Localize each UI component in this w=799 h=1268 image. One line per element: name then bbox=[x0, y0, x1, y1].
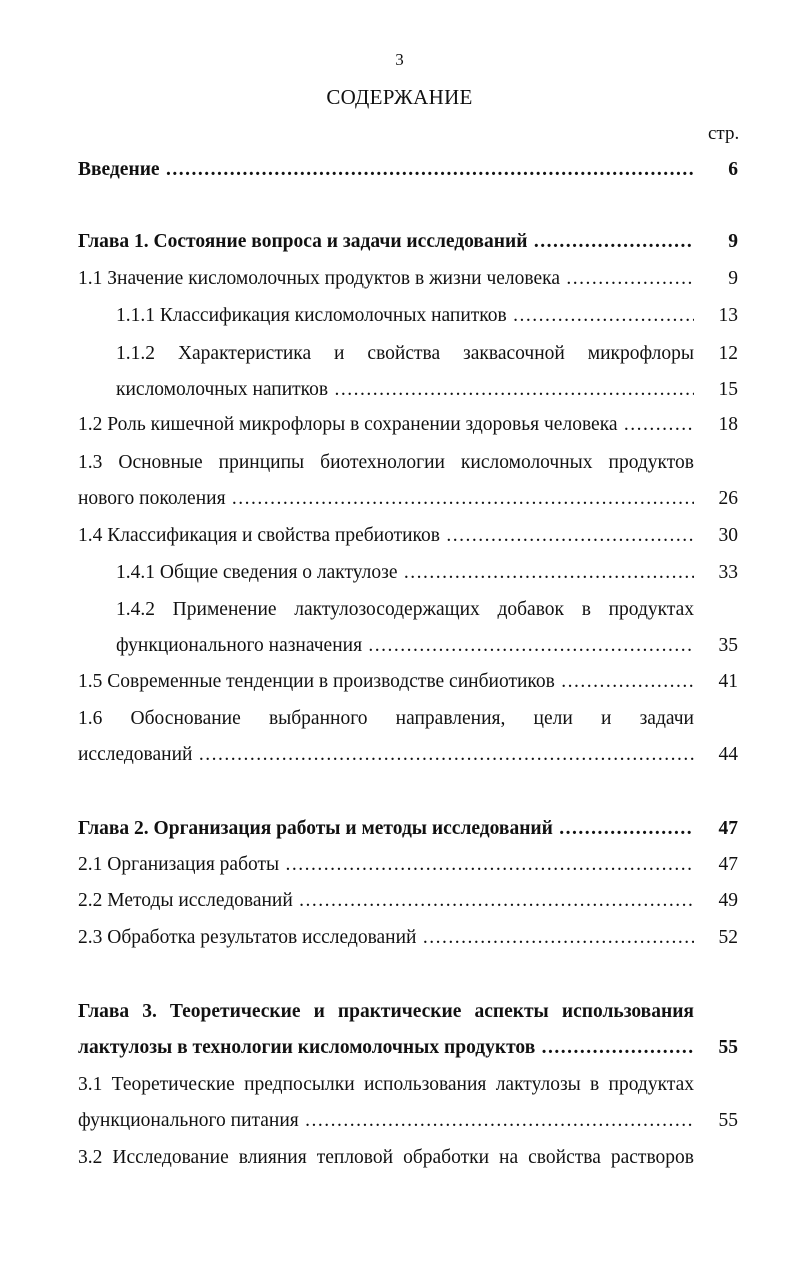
toc-entry-3-1-line1: 3.1 Теоретические предпосылки использования лактулозы в продуктах bbox=[78, 1074, 694, 1095]
toc-entry-1-5 bbox=[78, 669, 738, 695]
toc-entry-page: 55 bbox=[718, 1110, 738, 1131]
toc-entry-text: 2.2 Методы исследований ..... bbox=[78, 888, 694, 914]
toc-entry-3-2-line1: 3.2 Исследование влияния тепловой обработки на свойства растворов bbox=[78, 1147, 694, 1168]
toc-entry-text: лактулозы в технологии кисломолочных продуктов ..... bbox=[78, 1035, 694, 1061]
toc-entry-2-2 bbox=[78, 888, 738, 914]
toc-entry-2-1 bbox=[78, 852, 738, 878]
toc-entry-page: 30 bbox=[718, 525, 738, 546]
toc-entry-page: 35 bbox=[718, 635, 738, 656]
toc-entry-text: 1.1.1 Классификация кисломолочных напитков ..... bbox=[116, 303, 694, 329]
toc-entry-page: 47 bbox=[718, 854, 738, 875]
toc-entry-chapter-2 bbox=[78, 816, 738, 842]
toc-entry-page: 33 bbox=[718, 562, 738, 583]
toc-entry-1-4-2-line1: 1.4.2 Применение лактулозосодержащих добавок в продуктах bbox=[116, 599, 694, 620]
toc-entry-1-1-2-line2 bbox=[116, 377, 738, 403]
toc-entry-chapter-1 bbox=[78, 229, 738, 255]
toc-entry-text: исследований ..... bbox=[78, 742, 694, 768]
toc-entry-page: 55 bbox=[718, 1037, 738, 1058]
toc-entry-text: 1.2 Роль кишечной микрофлоры в сохранении здоровья человека ..... bbox=[78, 412, 694, 438]
toc-entry-text: нового поколения ..... bbox=[78, 486, 694, 512]
toc-entry-page: 52 bbox=[718, 927, 738, 948]
toc-entry-1-3-line2 bbox=[78, 486, 738, 512]
toc-entry-text: кисломолочных напитков ..... bbox=[116, 377, 694, 403]
toc-entry-page: 41 bbox=[718, 671, 738, 692]
toc-entry-text: функционального назначения ..... bbox=[116, 633, 694, 659]
toc-entry-1-1-2-line1: 1.1.2 Характеристика и свойства заквасочной микрофлоры bbox=[116, 343, 694, 364]
toc-entry-1-4-1 bbox=[116, 560, 738, 586]
toc-entry-page: 9 bbox=[728, 231, 738, 252]
toc-entry-1-6-line1: 1.6 Обоснование выбранного направления, цели и задачи bbox=[78, 708, 694, 729]
toc-entry-2-3 bbox=[78, 925, 738, 951]
toc-entry-text: Глава 1. Состояние вопроса и задачи исследований ..... bbox=[78, 229, 694, 255]
toc-entry-page: 47 bbox=[718, 818, 738, 839]
toc-entry-1-1 bbox=[78, 266, 738, 292]
toc-entry-1-3-line1: 1.3 Основные принципы биотехнологии кисломолочных продуктов bbox=[78, 452, 694, 473]
toc-entry-intro bbox=[78, 157, 738, 183]
toc-entry-page: 18 bbox=[718, 414, 738, 435]
toc-entry-text: 1.1 Значение кисломолочных продуктов в жизни человека ..... bbox=[78, 266, 694, 292]
toc-entry-chapter-3-line2 bbox=[78, 1035, 738, 1061]
toc-entry-1-4-2-line2 bbox=[116, 633, 738, 659]
toc-entry-page: 6 bbox=[728, 159, 738, 180]
toc-entry-1-2 bbox=[78, 412, 738, 438]
toc-entry-page: 12 bbox=[718, 343, 738, 364]
toc-entry-text: 1.5 Современные тенденции в производстве синбиотиков ..... bbox=[78, 669, 694, 695]
toc-entry-text: Введение ..... bbox=[78, 157, 694, 183]
page-column-label: стр. bbox=[708, 123, 740, 144]
toc-entry-page: 44 bbox=[718, 744, 738, 765]
toc-entry-text: функционального питания ..... bbox=[78, 1108, 694, 1134]
page-title: СОДЕРЖАНИЕ bbox=[326, 85, 473, 109]
toc-entry-text: 2.1 Организация работы ..... bbox=[78, 852, 694, 878]
toc-entry-3-1-line2 bbox=[78, 1108, 738, 1134]
toc-entry-page: 15 bbox=[718, 379, 738, 400]
toc-entry-page: 26 bbox=[718, 488, 738, 509]
toc-entry-chapter-3-line1: Глава 3. Теоретические и практические аспекты использования bbox=[78, 1001, 694, 1022]
toc-entry-1-4 bbox=[78, 523, 738, 549]
toc-entry-page: 9 bbox=[728, 268, 738, 289]
toc-entry-page: 13 bbox=[718, 305, 738, 326]
toc-entry-page: 49 bbox=[718, 890, 738, 911]
toc-entry-1-6-line2 bbox=[78, 742, 738, 768]
toc-entry-text: Глава 2. Организация работы и методы исследований ..... bbox=[78, 816, 694, 842]
toc-entry-text: 2.3 Обработка результатов исследований ..... bbox=[78, 925, 694, 951]
page-number: 3 bbox=[395, 50, 404, 69]
toc-entry-text: 1.4.1 Общие сведения о лактулозе ..... bbox=[116, 560, 694, 586]
toc-entry-1-1-1 bbox=[116, 303, 738, 329]
toc-entry-text: 1.4 Классификация и свойства пребиотиков ..... bbox=[78, 523, 694, 549]
